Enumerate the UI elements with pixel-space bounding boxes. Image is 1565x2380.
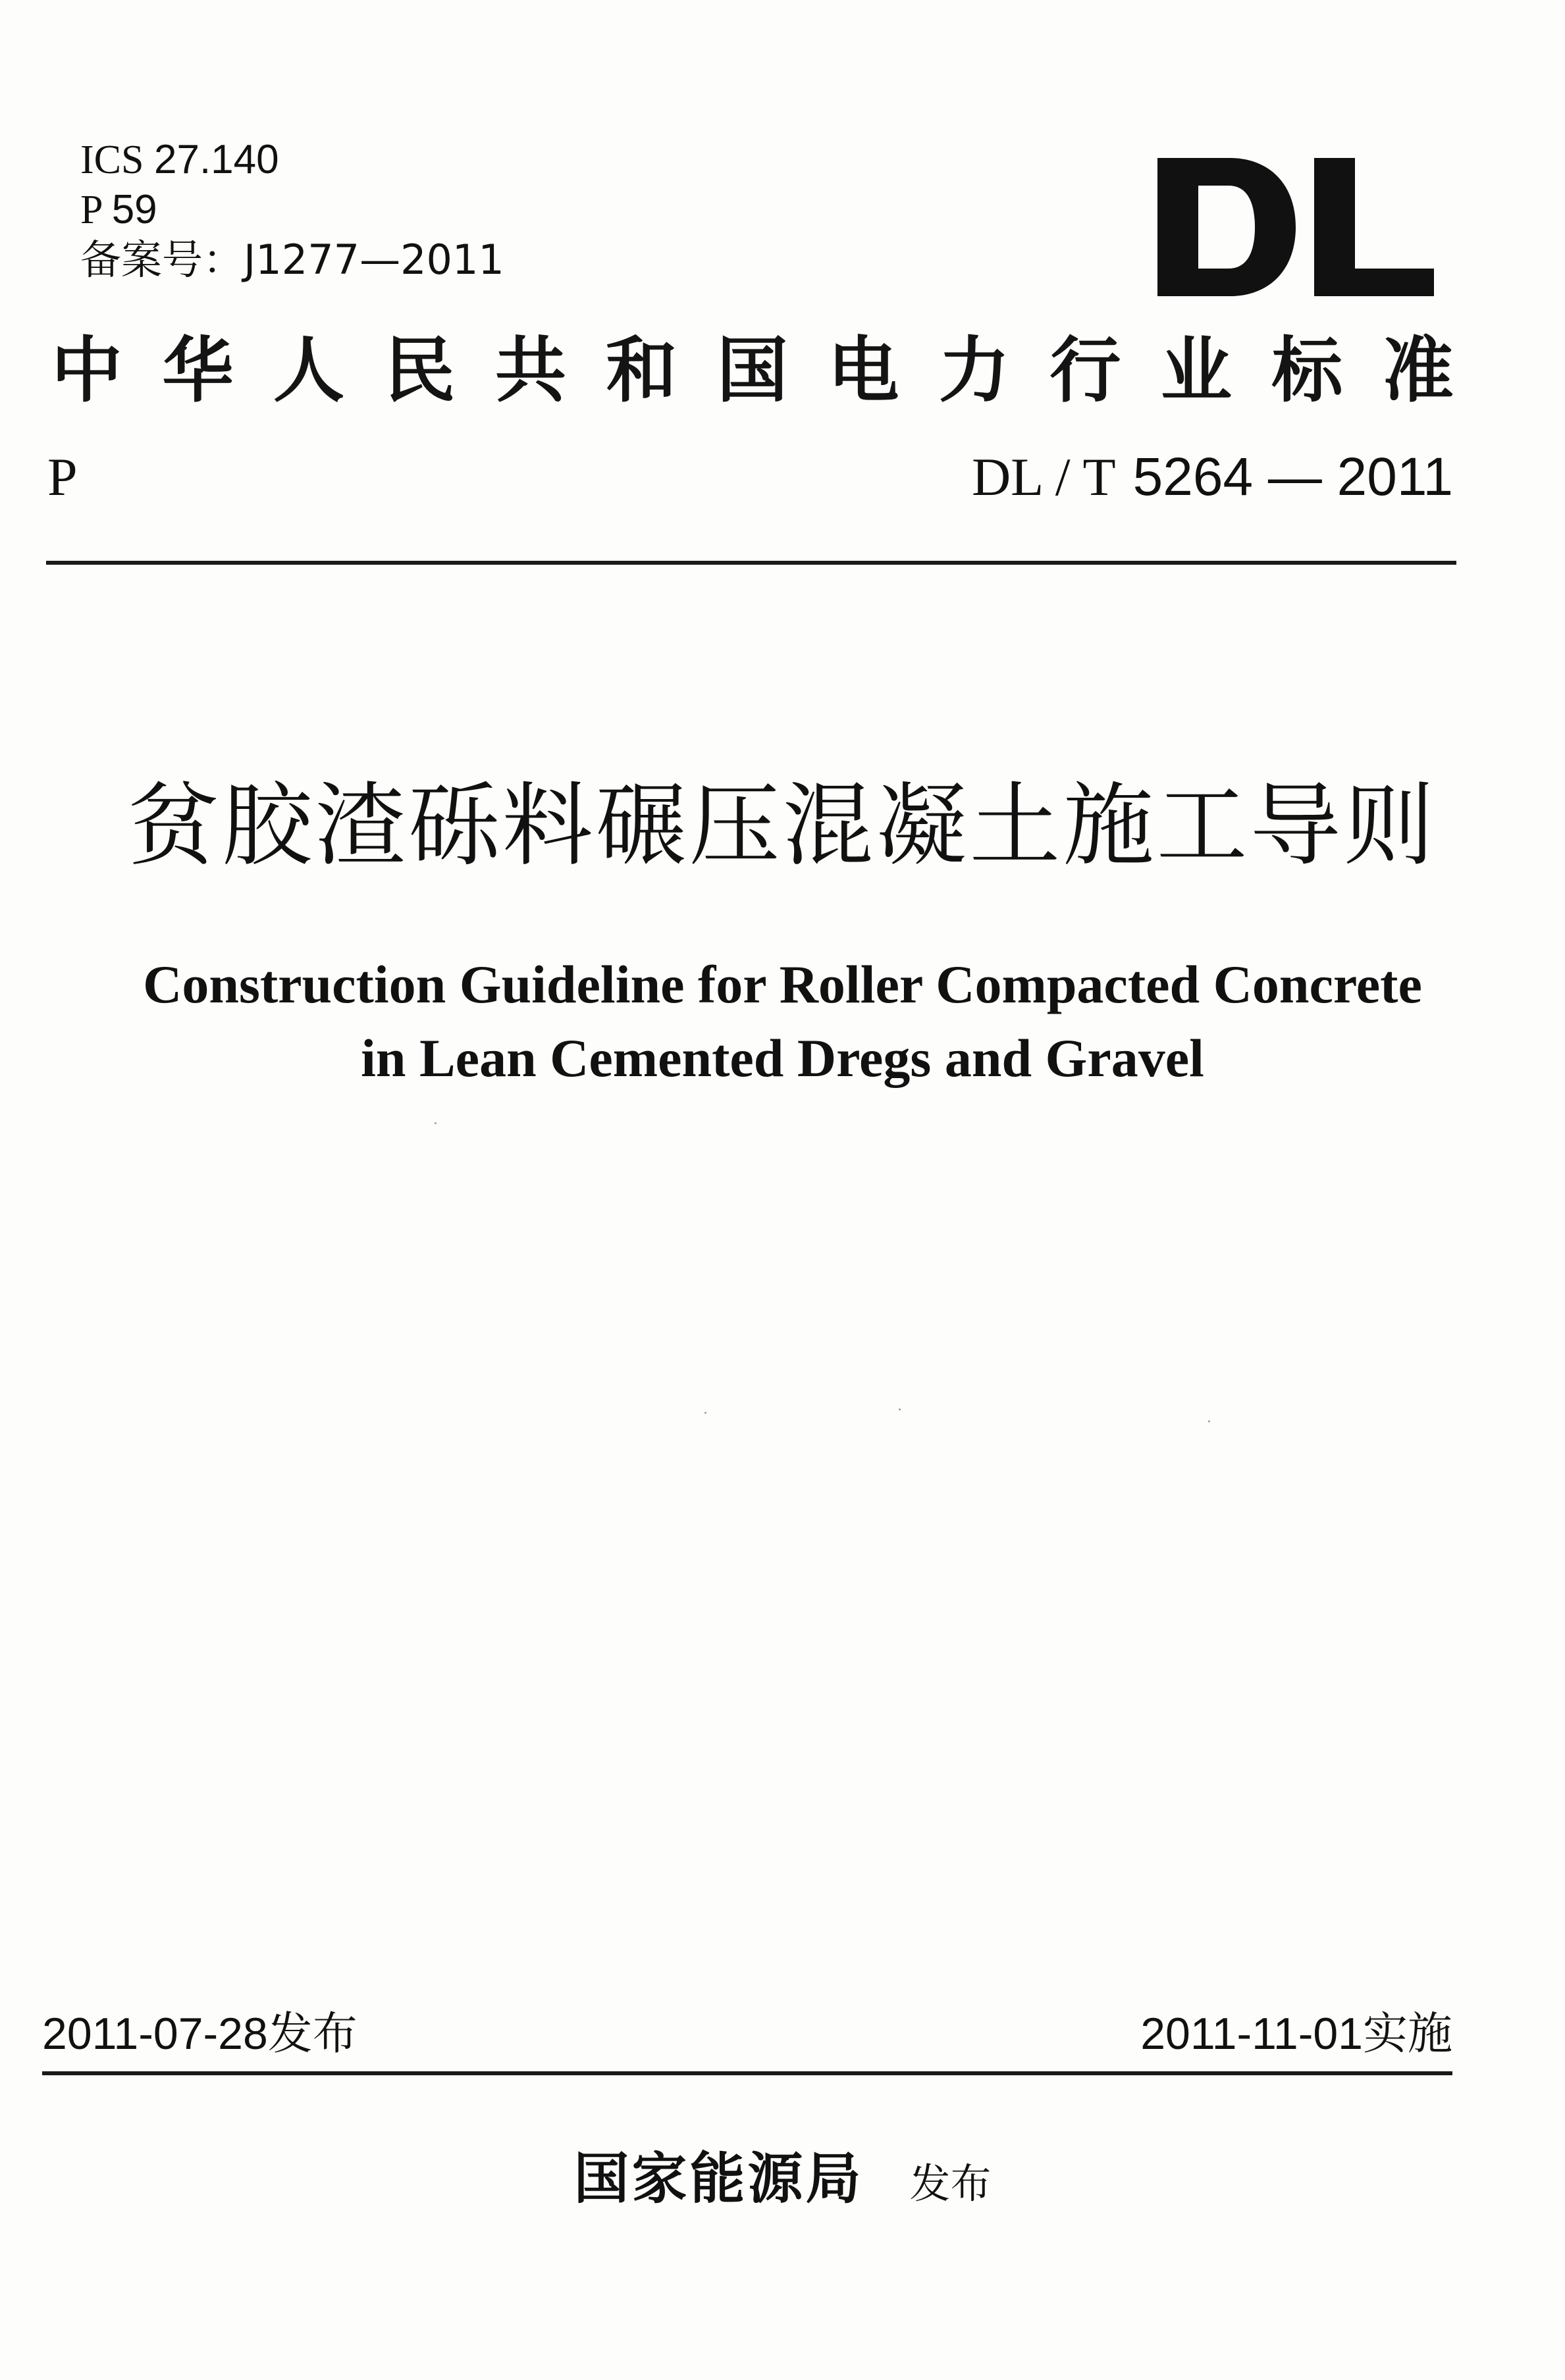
- scan-speck: [435, 1122, 437, 1124]
- standard-category-char: 共: [494, 329, 566, 412]
- standard-category-char: 行: [1049, 329, 1121, 412]
- dl-logo-icon: [1157, 158, 1434, 296]
- standard-category-char: 准: [1382, 329, 1454, 412]
- header-meta: [80, 135, 504, 285]
- top-divider: [46, 561, 1456, 565]
- publisher: [0, 2142, 1565, 2220]
- standard-category-char: 国: [716, 329, 788, 412]
- standard-category-char: 标: [1271, 329, 1343, 412]
- filing-number: 备案号：J1277—2011: [80, 236, 504, 284]
- scan-speck: [704, 1412, 706, 1414]
- standard-category-char: 民: [384, 329, 456, 412]
- title-english-line-2: in Lean Cemented Dregs and Gravel: [361, 1028, 1204, 1088]
- dl-logo: [1157, 158, 1434, 296]
- title-english-line-1: Construction Guideline for Roller Compacted Concrete: [143, 954, 1422, 1014]
- standard-category-char: 人: [273, 329, 344, 412]
- standard-category-char: 华: [162, 329, 234, 412]
- classification-letter: P: [47, 447, 78, 507]
- p-code: P 59: [80, 187, 157, 232]
- standard-category-char: 业: [1160, 329, 1232, 412]
- publisher-name: 国家能源局: [573, 2146, 864, 2211]
- standard-category: [51, 328, 1454, 413]
- scan-speck: [1208, 1420, 1210, 1422]
- scan-speck: [899, 1409, 901, 1410]
- effective-date: 2011-11-01实施: [1140, 2008, 1452, 2060]
- standard-category-char: 中: [51, 329, 123, 412]
- title-chinese: 贫胶渣砾料碾压混凝土施工导则: [128, 773, 1437, 879]
- standard-category-char: 和: [606, 329, 677, 412]
- bottom-divider: [42, 2071, 1452, 2075]
- issue-date: 2011-07-28发布: [42, 2008, 358, 2060]
- standard-category-char: 力: [938, 329, 1010, 412]
- classification-row: [47, 444, 1453, 517]
- ics-code: ICS 27.140: [80, 137, 279, 182]
- date-row: [42, 2001, 1452, 2067]
- standard-code: DL / T 5264 — 2011: [971, 447, 1453, 507]
- title-english: [0, 948, 1565, 1095]
- publisher-suffix: 发布: [909, 2160, 992, 2208]
- standard-category-char: 电: [828, 329, 899, 412]
